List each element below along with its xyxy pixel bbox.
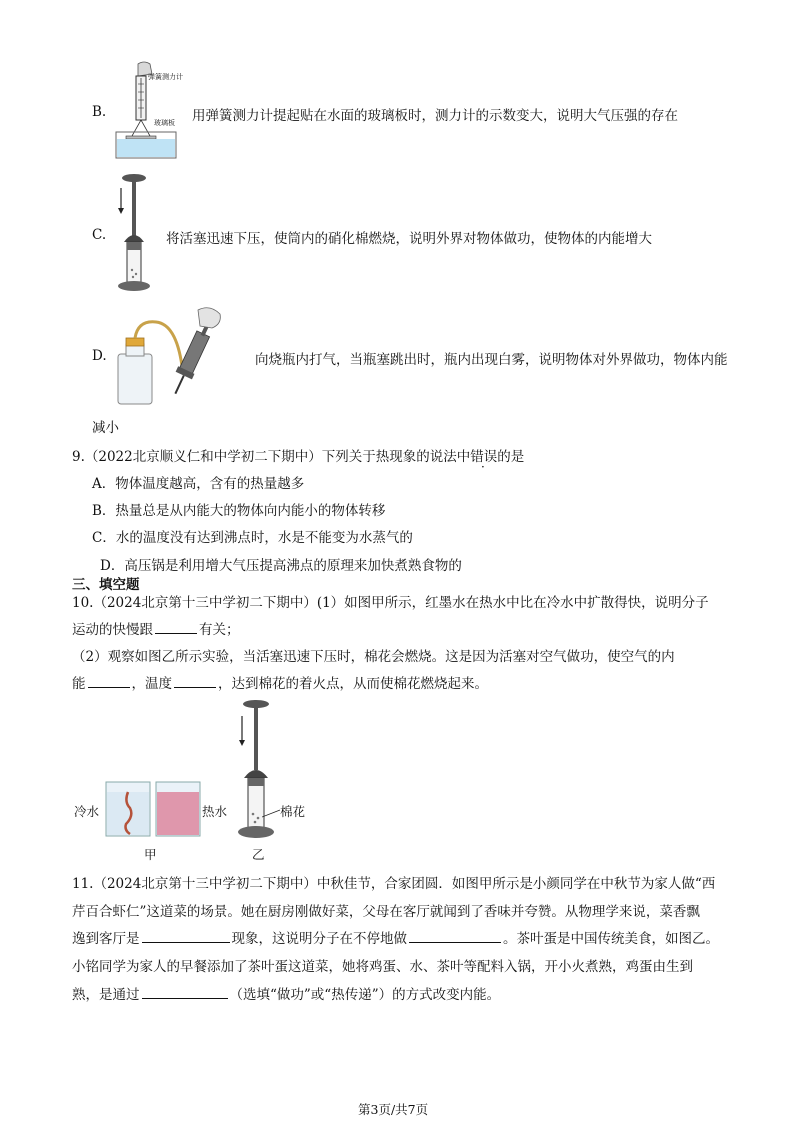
cotton-pointer-line (262, 806, 282, 816)
hot-water-label: 热水 (202, 804, 228, 819)
q11-line4: 小铭同学为家人的早餐添加了茶叶蛋这道菜，她将鸡蛋、水、茶叶等配料入锅，开小火煮熟，鸡蛋由生到 (72, 959, 693, 975)
q11-line3-b: 现象，这说明分子在不停地做 (231, 931, 407, 947)
q9-option-d: D．高压锅是利用增大气压提高沸点的原理来加快煮熟食物的 (100, 558, 462, 574)
q10-line4-a: 能 (72, 676, 86, 692)
q10-blank-3[interactable] (174, 673, 216, 688)
q10-blank-1[interactable] (155, 619, 197, 634)
option-d-text-cont: 减小 (92, 420, 119, 436)
q9-option-a: A．物体温度越高，含有的热量越多 (92, 476, 305, 492)
q10-line4-c: ，达到棉花的着火点，从而使棉花燃烧起来。 (218, 676, 488, 692)
q9-stem-pre: 9.（2022北京顺义仁和中学初二下期中）下列关于热现象的说法中 (72, 449, 471, 465)
q10-blank-2[interactable] (88, 673, 130, 688)
q11-line5 (72, 983, 500, 1003)
option-d-text: 向烧瓶内打气，当瓶塞跳出时，瓶内出现白雾，说明物体对外界做功，物体内能 (255, 352, 728, 368)
option-b-text: 用弹簧测力计提起贴在水面的玻璃板时，测力计的示数变大，说明大气压强的存在 (192, 108, 678, 124)
spring-scale-label: 弹簧测力计 (148, 73, 183, 81)
q10-line4-b: ，温度 (131, 676, 172, 692)
figure-yi-caption: 乙 (252, 847, 265, 862)
option-b-label: B. (92, 104, 107, 120)
q11-blank-3[interactable] (142, 984, 228, 999)
q11-line5-b: （选填“做功”或“热传递”）的方式改变内能。 (229, 987, 501, 1003)
option-c-label: C. (92, 227, 107, 243)
figure-jia-caption: 甲 (144, 847, 157, 862)
page-footer: 第3页/共7页 (358, 1102, 429, 1117)
flask-pump-figure (112, 306, 232, 406)
q11-line3-c: 。茶叶蛋是中国传统美食，如图乙。 (503, 931, 719, 947)
cotton-label: 棉花 (280, 804, 306, 819)
q10-line2-post: 有关； (199, 622, 240, 638)
q11-line1: 11.（2024北京第十三中学初二下期中）中秋佳节，合家团圆．如图甲所示是小颜同学在中秋节为家人做“西 (72, 876, 716, 892)
q10-line1: 10.（2024北京第十三中学初二下期中）(1）如图甲所示，红墨水在热水中比在冷水中扩散得快，说明分子 (72, 595, 709, 611)
cold-water-label: 冷水 (74, 804, 100, 819)
q11-blank-2[interactable] (409, 928, 501, 943)
q9-stem-emph: 错误 (470, 449, 498, 465)
spring-scale-figure (112, 60, 182, 160)
beakers-figure (104, 778, 204, 838)
q9-stem-post: 的是 (497, 449, 525, 465)
section-heading: 三、填空题 (72, 577, 140, 593)
q10-line2-pre: 运动的快慢跟 (72, 622, 153, 638)
q10-line2 (72, 618, 240, 638)
glass-plate-label: 玻璃板 (154, 119, 175, 127)
q10-line4 (72, 672, 488, 692)
q11-line2: 芹百合虾仁”这道菜的场景。她在厨房刚做好菜，父母在客厅就闻到了香味并夸赞。从物理学来说，菜香飘 (72, 904, 700, 920)
option-d-label: D. (92, 348, 107, 364)
q9-option-b: B．热量总是从内能大的物体向内能小的物体转移 (92, 503, 386, 519)
piston-cylinder-figure-yi (232, 696, 280, 842)
q9-option-c: C．水的温度没有达到沸点时，水是不能变为水蒸气的 (92, 530, 413, 546)
q10-line3: （2）观察如图乙所示实验，当活塞迅速下压时，棉花会燃烧。这是因为活塞对空气做功，使空气的内 (72, 649, 675, 665)
q9-stem (72, 445, 524, 465)
q11-line5-a: 熟，是通过 (72, 987, 140, 1003)
q11-blank-1[interactable] (142, 928, 230, 943)
q11-line3-a: 逸到客厅是 (72, 931, 140, 947)
option-c-text: 将活塞迅速下压，使筒内的硝化棉燃烧，说明外界对物体做功，使物体的内能增大 (166, 231, 652, 247)
piston-cylinder-figure-c (112, 170, 156, 296)
q11-line3 (72, 927, 719, 947)
